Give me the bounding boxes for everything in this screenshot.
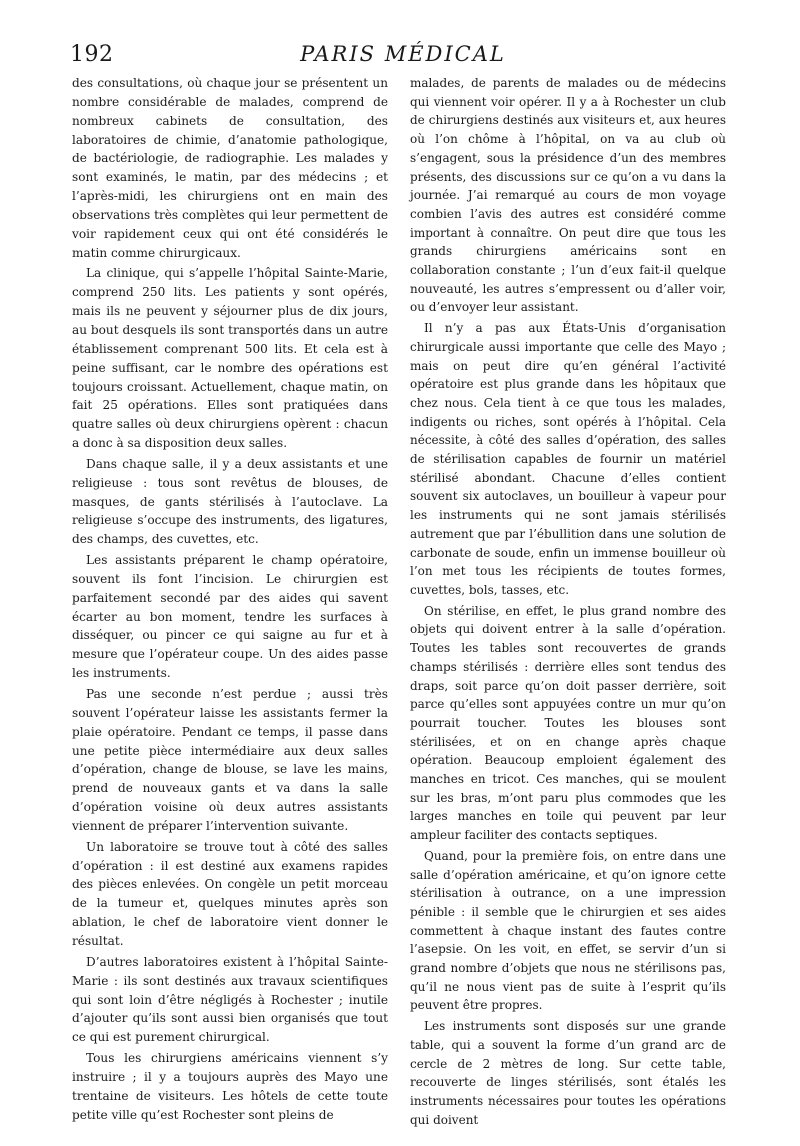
paragraph: Il n’y a pas aux États-Unis d’organisation chirurgicale aussi importante que celle des Mayo ; mais on peut dire qu’en général l’activité opératoire est plus grande dans les hôpitaux que chez nous. Cela tient à ce que tous les malades, indigents ou riches, sont opérés à l’hôpital. Cela nécessite, à côté des salles d’opération, des salles de stérilisation capables de fournir un matériel stérilisé abondant. Chacune d’elles contient souvent six autoclaves, un bouilleur à vapeur pour les instruments qui ne sont jamais stérilisés autrement que par l’ébullition dans une solution de carbonate de soude, enfin un immense bouilleur où l’on met tous les récipients de toutes formes, cuvettes, bols, tasses, etc. <box>410 321 726 597</box>
paragraph: La clinique, qui s’appelle l’hôpital Sainte-Marie, comprend 250 lits. Les patients y sont opérés, mais ils ne peuvent y séjourner plus de dix jours, au bout desquels ils sont transportés dans un autre établissement comprenant 500 lits. Et cela est à peine suffisant, car le nombre des opérations est toujours croissant. Actuellement, chaque matin, on fait 25 opérations. Elles sont pratiquées dans quatre salles où deux chirurgiens opèrent : chacun a donc à sa disposition deux salles. <box>72 266 388 451</box>
paragraph: des consultations, où chaque jour se présentent un nombre considérable de malades, comprend de nombreux cabinets de consultation, des laboratoires de chimie, d’anatomie pathologique, de bactériologie, de radiographie. Les malades y sont examinés, le matin, par des médecins ; et l’après-midi, les chirurgiens ont en main des observations très complètes qui leur permettent de voir rapidement ceux qui ont été considérés le matin comme chirurgicaux. <box>72 76 388 260</box>
paragraph: On stérilise, en effet, le plus grand nombre des objets qui doivent entrer à la salle d’opération. Toutes les tables sont recouvertes de grands champs stérilisés : derrière elles sont tendus des draps, soit parce qu’on doit passer derrière, soit parce qu’elles sont appuyées contre un mur qu’on pourrait toucher. Toutes les blouses sont stérilisées, et on en change après chaque opération. Beaucoup emploient également des manches en tricot. Ces manches, qui se moulent sur les bras, m’ont paru plus commodes que les larges manches en toile qui peuvent par leur ampleur faciliter des contacts septiques. <box>410 603 726 843</box>
paragraph: Les instruments sont disposés sur une grande table, qui a souvent la forme d’un grand arc de cercle de 2 mètres de long. Sur cette table, recouverte de linges stérilisés, sont étalés les instruments nécessaires pour toutes les opérations qui doivent <box>410 1019 726 1127</box>
page-header <box>70 38 736 74</box>
paragraph: Pas une seconde n’est perdue ; aussi très souvent l’opérateur laisse les assistants fermer la plaie opératoire. Pendant ce temps, il passe dans une petite pièce intermédiaire aux deux salles d’opération, change de blouse, se lave les mains, prend de nouveaux gants et va dans la salle d’opération voisine où deux autres assistants viennent de préparer l’intervention suivante. <box>72 687 388 833</box>
paragraph: Tous les chirurgiens américains viennent s’y instruire ; il y a toujours auprès des Mayo une trentaine de visiteurs. Les hôtels de cette toute petite ville qu’est Rochester sont pleins de <box>72 1051 388 1122</box>
page-number: 192 <box>70 42 114 67</box>
paragraph: malades, de parents de malades ou de médecins qui viennent voir opérer. Il y a à Rochester un club de chirurgiens destinés aux visiteurs et, aux heures où l’on chôme à l’hôpital, on va au club où s’engagent, sous la présidence d’un des membres présents, des discussions sur ce qu’on a vu dans la journée. J’ai remarqué au cours de mon voyage combien l’avis des autres est considéré comme important à connaître. On peut dire que tous les grands chirurgiens américains sont en collaboration constante ; l’un d’eux fait-il quelque nouveauté, les autres s’empressent ou d’aller voir, ou d’envoyer leur assistant. <box>410 76 726 315</box>
running-title: PARIS MÉDICAL <box>300 42 506 66</box>
paragraph: Les assistants préparent le champ opératoire, souvent ils font l’incision. Le chirurgien est parfaitement secondé par des aides qui savent écarter au bon moment, tendre les surfaces à disséquer, ou pincer ce qui saigne au fur et à mesure que l’opérateur coupe. Un des aides passe les instruments. <box>72 553 388 681</box>
paragraph: Dans chaque salle, il y a deux assistants et une religieuse : tous sont revêtus de blouses, de masques, de gants stérilisés à l’autoclave. La religieuse s’occupe des instruments, des ligatures, des champs, des cuvettes, etc. <box>72 456 388 547</box>
paragraph: D’autres laboratoires existent à l’hôpital Sainte-Marie : ils sont destinés aux travaux scientifiques qui sont loin d’être négligés à Rochester ; inutile d’ajouter qu’ils sont aussi bien organisés que tout ce qui est purement chirurgical. <box>72 954 388 1045</box>
paragraph: Un laboratoire se trouve tout à côté des salles d’opération : il est destiné aux examens rapides des pièces enlevées. On congèle un petit morceau de la tumeur et, quelques minutes après son ablation, le chef de laboratoire vient donner le résultat. <box>72 839 388 948</box>
right-column <box>410 74 726 1131</box>
left-column <box>72 74 388 1126</box>
paragraph: Quand, pour la première fois, on entre dans une salle d’opération américaine, et qu’on ignore cette stérilisation à outrance, on a une impression pénible : il semble que le chirurgien et ses aides commettent à chaque instant des fautes contre l’asepsie. On les voit, en effet, se servir d’un si grand nombre d’objets que nous ne stérilisons pas, qu’il ne nous vient pas de suite à l’esprit qu’ils peuvent être propres. <box>410 848 726 1013</box>
